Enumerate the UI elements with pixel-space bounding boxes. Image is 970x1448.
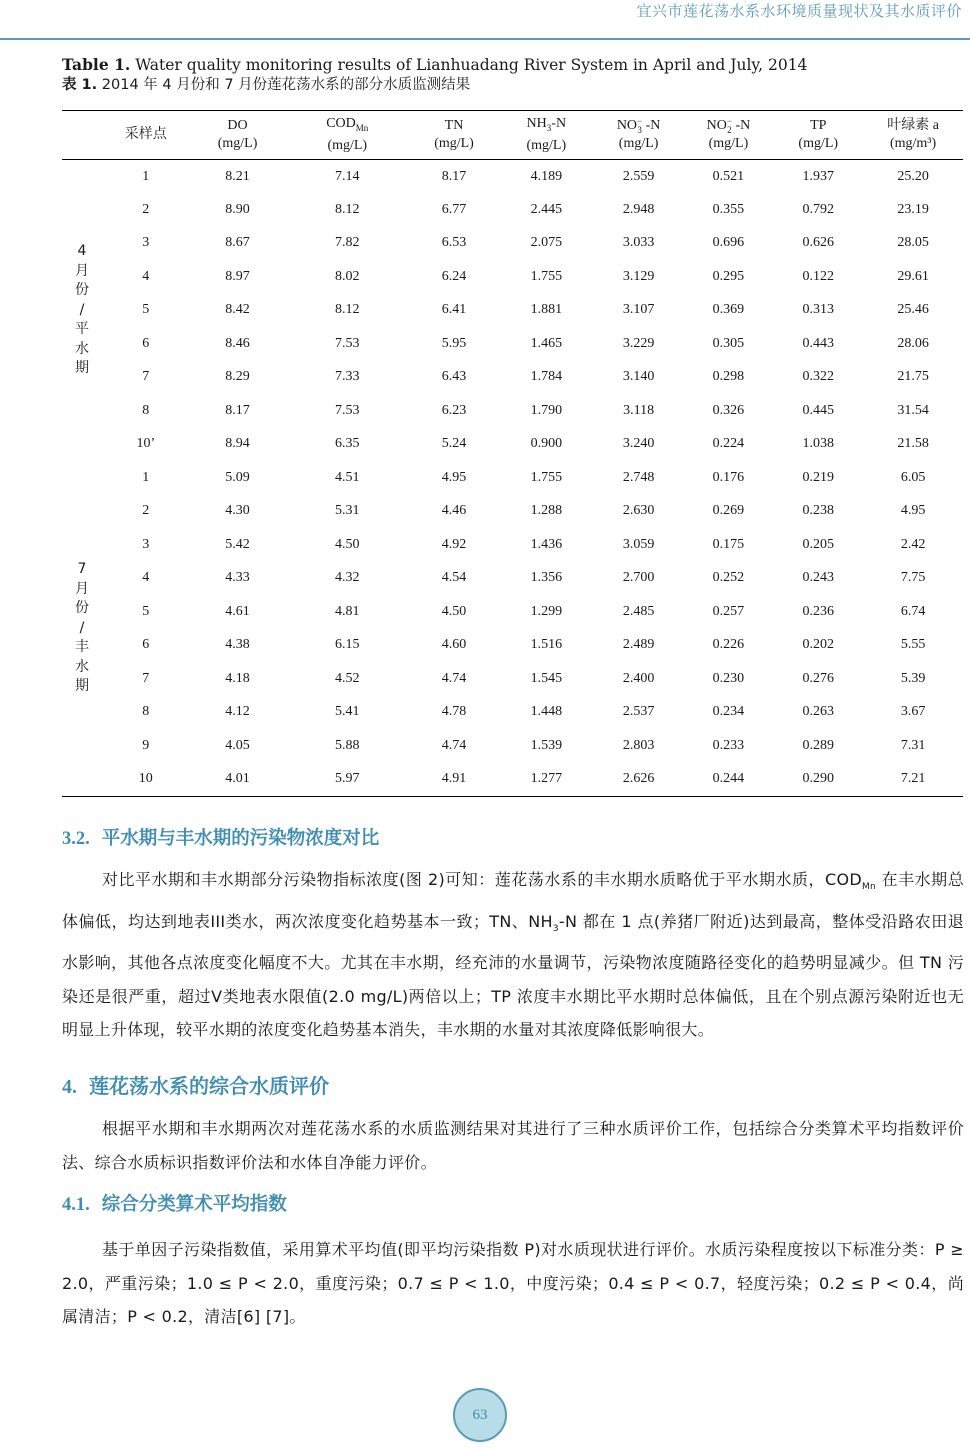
table-cell: 9	[142, 737, 150, 753]
table-cell: 5.55	[900, 637, 926, 653]
table-row	[62, 428, 963, 462]
table-caption-en: Table 1. Water quality monitoring results of Lianhuadang River System in April and July, 2014	[62, 55, 808, 74]
table-cell: 10’	[136, 436, 156, 452]
column-header: $COD_{Mn}$ (mg/L)	[326, 116, 369, 153]
table-cell: 2	[142, 503, 150, 519]
table-cell: 0.252	[712, 570, 745, 586]
table-cell: 0.234	[712, 704, 745, 720]
table-cell: 2.700	[622, 570, 655, 586]
table-cell: 0.290	[802, 771, 834, 786]
table-cell: 2	[142, 201, 150, 217]
table-cell: 7.14	[335, 168, 360, 184]
table-cell: 0.202	[802, 637, 834, 653]
table-cell: 0.244	[712, 771, 745, 786]
table-cell: 0.289	[802, 737, 834, 753]
table-row	[62, 729, 963, 763]
table-cell: 5	[142, 603, 150, 619]
table-cell: 5.24	[441, 436, 467, 452]
table-cell: 7.21	[900, 771, 926, 786]
table-cell: 0.298	[712, 369, 745, 385]
table-cell: 6.43	[441, 369, 467, 385]
table-cell: 1	[142, 469, 150, 485]
table-cell: 7	[142, 369, 150, 385]
table-cell: 0.233	[712, 737, 745, 753]
table-cell: 1.545	[530, 670, 563, 686]
table-cell: 0.355	[712, 201, 745, 217]
table-cell: 4	[142, 268, 150, 284]
table-cell: 4.52	[335, 670, 360, 686]
table-cell: 4.54	[441, 570, 467, 586]
table-cell: 23.19	[897, 201, 929, 217]
table-cell: 6.35	[335, 436, 360, 452]
table-cell: 21.58	[897, 436, 929, 452]
period-header	[62, 111, 102, 160]
table-cell: 6.53	[441, 235, 467, 251]
water-quality-table	[62, 110, 963, 797]
table-cell: 25.46	[897, 302, 929, 318]
table-cell: 2.075	[530, 235, 563, 251]
table-cell: 7.33	[335, 369, 360, 385]
table-row	[62, 495, 963, 529]
table-cell: 3.118	[623, 402, 655, 418]
table-row	[62, 595, 963, 629]
table-cell: 8.42	[225, 302, 250, 318]
table-cell: 0.219	[802, 469, 834, 485]
table-cell: 4.95	[441, 469, 467, 485]
table-cell: 5.09	[225, 469, 250, 485]
table-cell: 3.140	[622, 369, 655, 385]
period-label: 7 月 份 / 丰 水 期	[74, 561, 89, 694]
table-cell: 3.240	[622, 436, 655, 452]
table-cell: 1.356	[530, 570, 563, 586]
table-cell: 0.792	[802, 201, 834, 217]
table-caption	[62, 55, 807, 95]
table-cell: 5.39	[900, 670, 926, 686]
table-cell: 0.521	[712, 168, 745, 184]
table-cell: 8.97	[225, 268, 250, 284]
column-header: DO (mg/L)	[217, 118, 258, 151]
table-cell: 7	[142, 670, 150, 686]
table-cell: 5.88	[335, 737, 360, 753]
table-cell: 4.05	[225, 737, 250, 753]
table-cell: 7.31	[900, 737, 926, 753]
table-cell: 8.90	[225, 201, 250, 217]
table-row	[62, 696, 963, 730]
table-cell: 0.176	[712, 469, 745, 485]
table-cell: 4.33	[225, 570, 250, 586]
section-4-title: 4. 莲花荡水系的综合水质评价	[62, 1074, 329, 1098]
table-cell: 8.29	[225, 369, 250, 385]
table-cell: 6.23	[441, 402, 467, 418]
table-cell: 1.937	[802, 168, 834, 184]
table-cell: 2.559	[622, 168, 655, 184]
table-cell: 4.50	[441, 603, 467, 619]
table-cell: 8.67	[225, 235, 250, 251]
table-cell: 0.243	[802, 570, 834, 586]
table-cell: 5.95	[441, 335, 467, 351]
column-header: TP (mg/L)	[798, 118, 839, 151]
table-cell: 0.226	[712, 637, 745, 653]
table-cell: 0.900	[530, 436, 563, 452]
table-cell: 1.277	[530, 771, 563, 786]
table-cell: 0.305	[712, 335, 745, 351]
table-row	[62, 260, 963, 294]
table-cell: 2.748	[622, 469, 655, 485]
table-cell: 3	[142, 536, 150, 552]
table-cell: 1.436	[530, 536, 563, 552]
table-row	[62, 160, 963, 194]
section-4-1-title: 4.1. 综合分类算术平均指数	[62, 1194, 287, 1215]
table-cell: 4.60	[441, 637, 467, 653]
table-cell: 0.369	[712, 302, 745, 318]
table-cell: 8.12	[335, 302, 360, 318]
table-cell: 2.626	[622, 771, 655, 786]
page-number: 63	[453, 1388, 507, 1442]
table-row	[62, 327, 963, 361]
table-cell: 4.95	[900, 503, 926, 519]
table-cell: 6.74	[900, 603, 926, 619]
table-cell: 1.539	[530, 737, 563, 753]
table-cell: 3.033	[622, 235, 655, 251]
column-header: NO − 2 -N (mg/L)	[706, 115, 751, 152]
running-header: 宜兴市莲花荡水系水环境质量现状及其水质评价	[636, 2, 962, 20]
table-cell: 6.05	[900, 469, 926, 485]
header-rule	[0, 38, 970, 40]
table-cell: 8.94	[225, 436, 250, 452]
table-cell: 4.78	[441, 704, 467, 720]
table-cell: 2.948	[622, 201, 655, 217]
table-cell: 4.81	[335, 603, 360, 619]
table-cell: 1.790	[530, 402, 563, 418]
table-cell: 1.299	[530, 603, 563, 619]
table-cell: 0.257	[712, 603, 745, 619]
table-cell: 1.448	[530, 704, 563, 720]
table-cell: 6.24	[441, 268, 467, 284]
table-cell: 0.236	[802, 603, 834, 619]
table-cell: 4.18	[225, 670, 250, 686]
table-cell: 8.17	[225, 402, 250, 418]
table-cell: 5	[142, 302, 150, 318]
table-cell: 28.05	[897, 235, 929, 251]
table-cell: 3.67	[900, 704, 926, 720]
table-row	[62, 394, 963, 428]
table-cell: 5.31	[335, 503, 360, 519]
table-cell: 0.263	[802, 704, 834, 720]
table-cell: 2.537	[622, 704, 655, 720]
table-cell: 21.75	[897, 369, 929, 385]
table-cell: 6.15	[335, 637, 360, 653]
column-header: TN (mg/L)	[434, 118, 474, 151]
table-cell: 1.288	[530, 503, 563, 519]
table-row	[62, 294, 963, 328]
table-cell: 0.313	[802, 302, 834, 318]
table-cell: 4.92	[441, 536, 467, 552]
section-4-1-paragraph: 基于单因子污染指数值，采用算术平均值(即平均污染指数 P)对水质现状进行评价。水质污染程度按以下标准分类：P ≥ 2.0，严重污染；1.0 ≤ P < 2.0，重度污染；0.7 ≤ P < 1.0，中度污染；0.4 ≤ P < 0.7，轻度污染；0.2 ≤ P < 0.4，尚属清洁；P < 0.2，清洁[6] [7]。	[62, 1240, 964, 1326]
table-cell: 2.803	[622, 737, 655, 753]
table-row	[62, 461, 963, 495]
table-cell: 0.626	[802, 235, 834, 251]
table-cell: 1.038	[802, 436, 834, 452]
table-cell: 25.20	[897, 168, 929, 184]
table-cell: 8	[142, 704, 150, 720]
table-cell: 0.276	[802, 670, 834, 686]
table-row	[62, 193, 963, 227]
table-cell: 31.54	[897, 402, 929, 418]
table-cell: 5.42	[225, 536, 250, 552]
table-cell: 0.445	[802, 402, 834, 418]
section-4-paragraph: 根据平水期和丰水期两次对莲花荡水系的水质监测结果对其进行了三种水质评价工作，包括综合分类算术平均指数评价法、综合水质标识指数评价法和水体自净能力评价。	[62, 1119, 964, 1172]
table-cell: 0.205	[802, 536, 834, 552]
table-cell: 28.06	[897, 335, 929, 351]
table-cell: 0.295	[712, 268, 745, 284]
table-cell: 1.516	[530, 637, 563, 653]
table-row	[62, 662, 963, 696]
table-cell: 0.269	[712, 503, 745, 519]
table-row	[62, 763, 963, 797]
table-cell: 4.46	[441, 503, 467, 519]
table-cell: 2.485	[622, 603, 655, 619]
table-cell: 6	[142, 637, 150, 653]
table-cell: 2.445	[530, 201, 563, 217]
table-cell: 0.238	[802, 503, 834, 519]
table-cell: 3.107	[622, 302, 655, 318]
table-cell: 8.46	[225, 335, 250, 351]
column-header: NO − 3 -N (mg/L)	[616, 115, 661, 152]
table-cell: 8.02	[335, 268, 360, 284]
table-cell: 4.01	[225, 771, 250, 786]
table-cell: 0.322	[802, 369, 834, 385]
table-cell: 4.12	[225, 704, 250, 720]
table-cell: 1.784	[530, 369, 563, 385]
table-cell: 1.881	[530, 302, 563, 318]
table-cell: 4	[142, 570, 150, 586]
section-3-2-title: 3.2. 平水期与丰水期的污染物浓度对比	[62, 828, 380, 849]
table-cell: 4.74	[441, 737, 467, 753]
table-cell: 0.443	[802, 335, 834, 351]
table-row	[62, 227, 963, 261]
table-cell: 8.21	[225, 168, 250, 184]
table-cell: 4.51	[335, 469, 360, 485]
table-caption-zh: 表 1. 2014 年 4 月份和 7 月份莲花荡水系的部分水质监测结果	[62, 77, 471, 93]
column-header: 采样点	[124, 127, 167, 142]
table-cell: 0.696	[712, 235, 745, 251]
table-cell: 0.122	[802, 268, 834, 284]
table-cell: 7.82	[335, 235, 360, 251]
table-cell: 4.30	[225, 503, 250, 519]
table-cell: 6.41	[441, 302, 467, 318]
table-cell: 4.32	[335, 570, 360, 586]
table-cell: 0.326	[712, 402, 745, 418]
table-cell: 3.059	[622, 536, 655, 552]
table-cell: 29.61	[897, 268, 929, 284]
table-cell: 7.53	[335, 402, 360, 418]
table-cell: 0.230	[712, 670, 745, 686]
table-cell: 3.129	[622, 268, 655, 284]
table-cell: 4.74	[441, 670, 467, 686]
table-cell: 8	[142, 402, 150, 418]
table-cell: 4.38	[225, 637, 250, 653]
period-label: 4 月 份 / 平 水 期	[74, 243, 89, 377]
table-header-row	[62, 111, 963, 160]
table-cell: 1.755	[530, 469, 563, 485]
table-cell: 1	[142, 168, 150, 184]
table-row	[62, 629, 963, 663]
table-cell: 7.53	[335, 335, 360, 351]
table-cell: 10	[138, 771, 153, 786]
table-cell: 8.12	[335, 201, 360, 217]
table-cell: 4.50	[335, 536, 360, 552]
table-cell: 0.224	[712, 436, 745, 452]
table-row	[62, 528, 963, 562]
table-cell: 3.229	[622, 335, 655, 351]
table-cell: 6	[142, 335, 150, 351]
table-cell: 5.97	[335, 771, 360, 786]
table-cell: 2.489	[622, 637, 655, 653]
section-3-2-paragraph: 对比平水期和丰水期部分污染物指标浓度(图 2)可知：莲花荡水系的丰水期水质略优于平水期水质，$COD_{Mn}$ 在丰水期总体偏低，均达到地表III类水，两次浓度变化趋势基本一致；TN、$NH_3-N$ 都在 1 点(养猪厂附近)达到最高，整体受沿路农田退水影响，其他各点浓度变化幅度不大。尤其在丰水期，经充沛的水量调节，污染物浓度随路径变化的趋势明显减少。但 TN 污染还是很严重，超过Ⅴ类地表水限值(2.0 mg/L)两倍以上；TP 浓度丰水期比平水期时总体偏低，且在个别点源污染附近也无明显上升体现，较平水期的浓度变化趋势基本消失，丰水期的水量对其浓度降低影响很大。	[62, 870, 964, 1040]
table-cell: 3	[142, 235, 150, 251]
table-row	[62, 361, 963, 395]
table-cell: 4.91	[441, 771, 467, 786]
table-cell: 0.175	[712, 536, 745, 552]
table-cell: 5.41	[335, 704, 360, 720]
table-cell: 1.755	[530, 268, 563, 284]
table-cell: 2.630	[622, 503, 655, 519]
table-cell: 7.75	[900, 570, 926, 586]
column-header: 叶绿素 a (mg/m³)	[887, 118, 939, 151]
table-cell: 8.17	[441, 168, 467, 184]
column-header: $NH_3-N$ (mg/L)	[526, 116, 567, 153]
table-cell: 1.465	[530, 335, 563, 351]
table-cell: 4.189	[530, 168, 563, 184]
table-cell: 2.42	[900, 536, 926, 552]
table-cell: 4.61	[225, 603, 250, 619]
table-cell: 6.77	[441, 201, 467, 217]
table-row	[62, 562, 963, 596]
table-cell: 2.400	[622, 670, 655, 686]
